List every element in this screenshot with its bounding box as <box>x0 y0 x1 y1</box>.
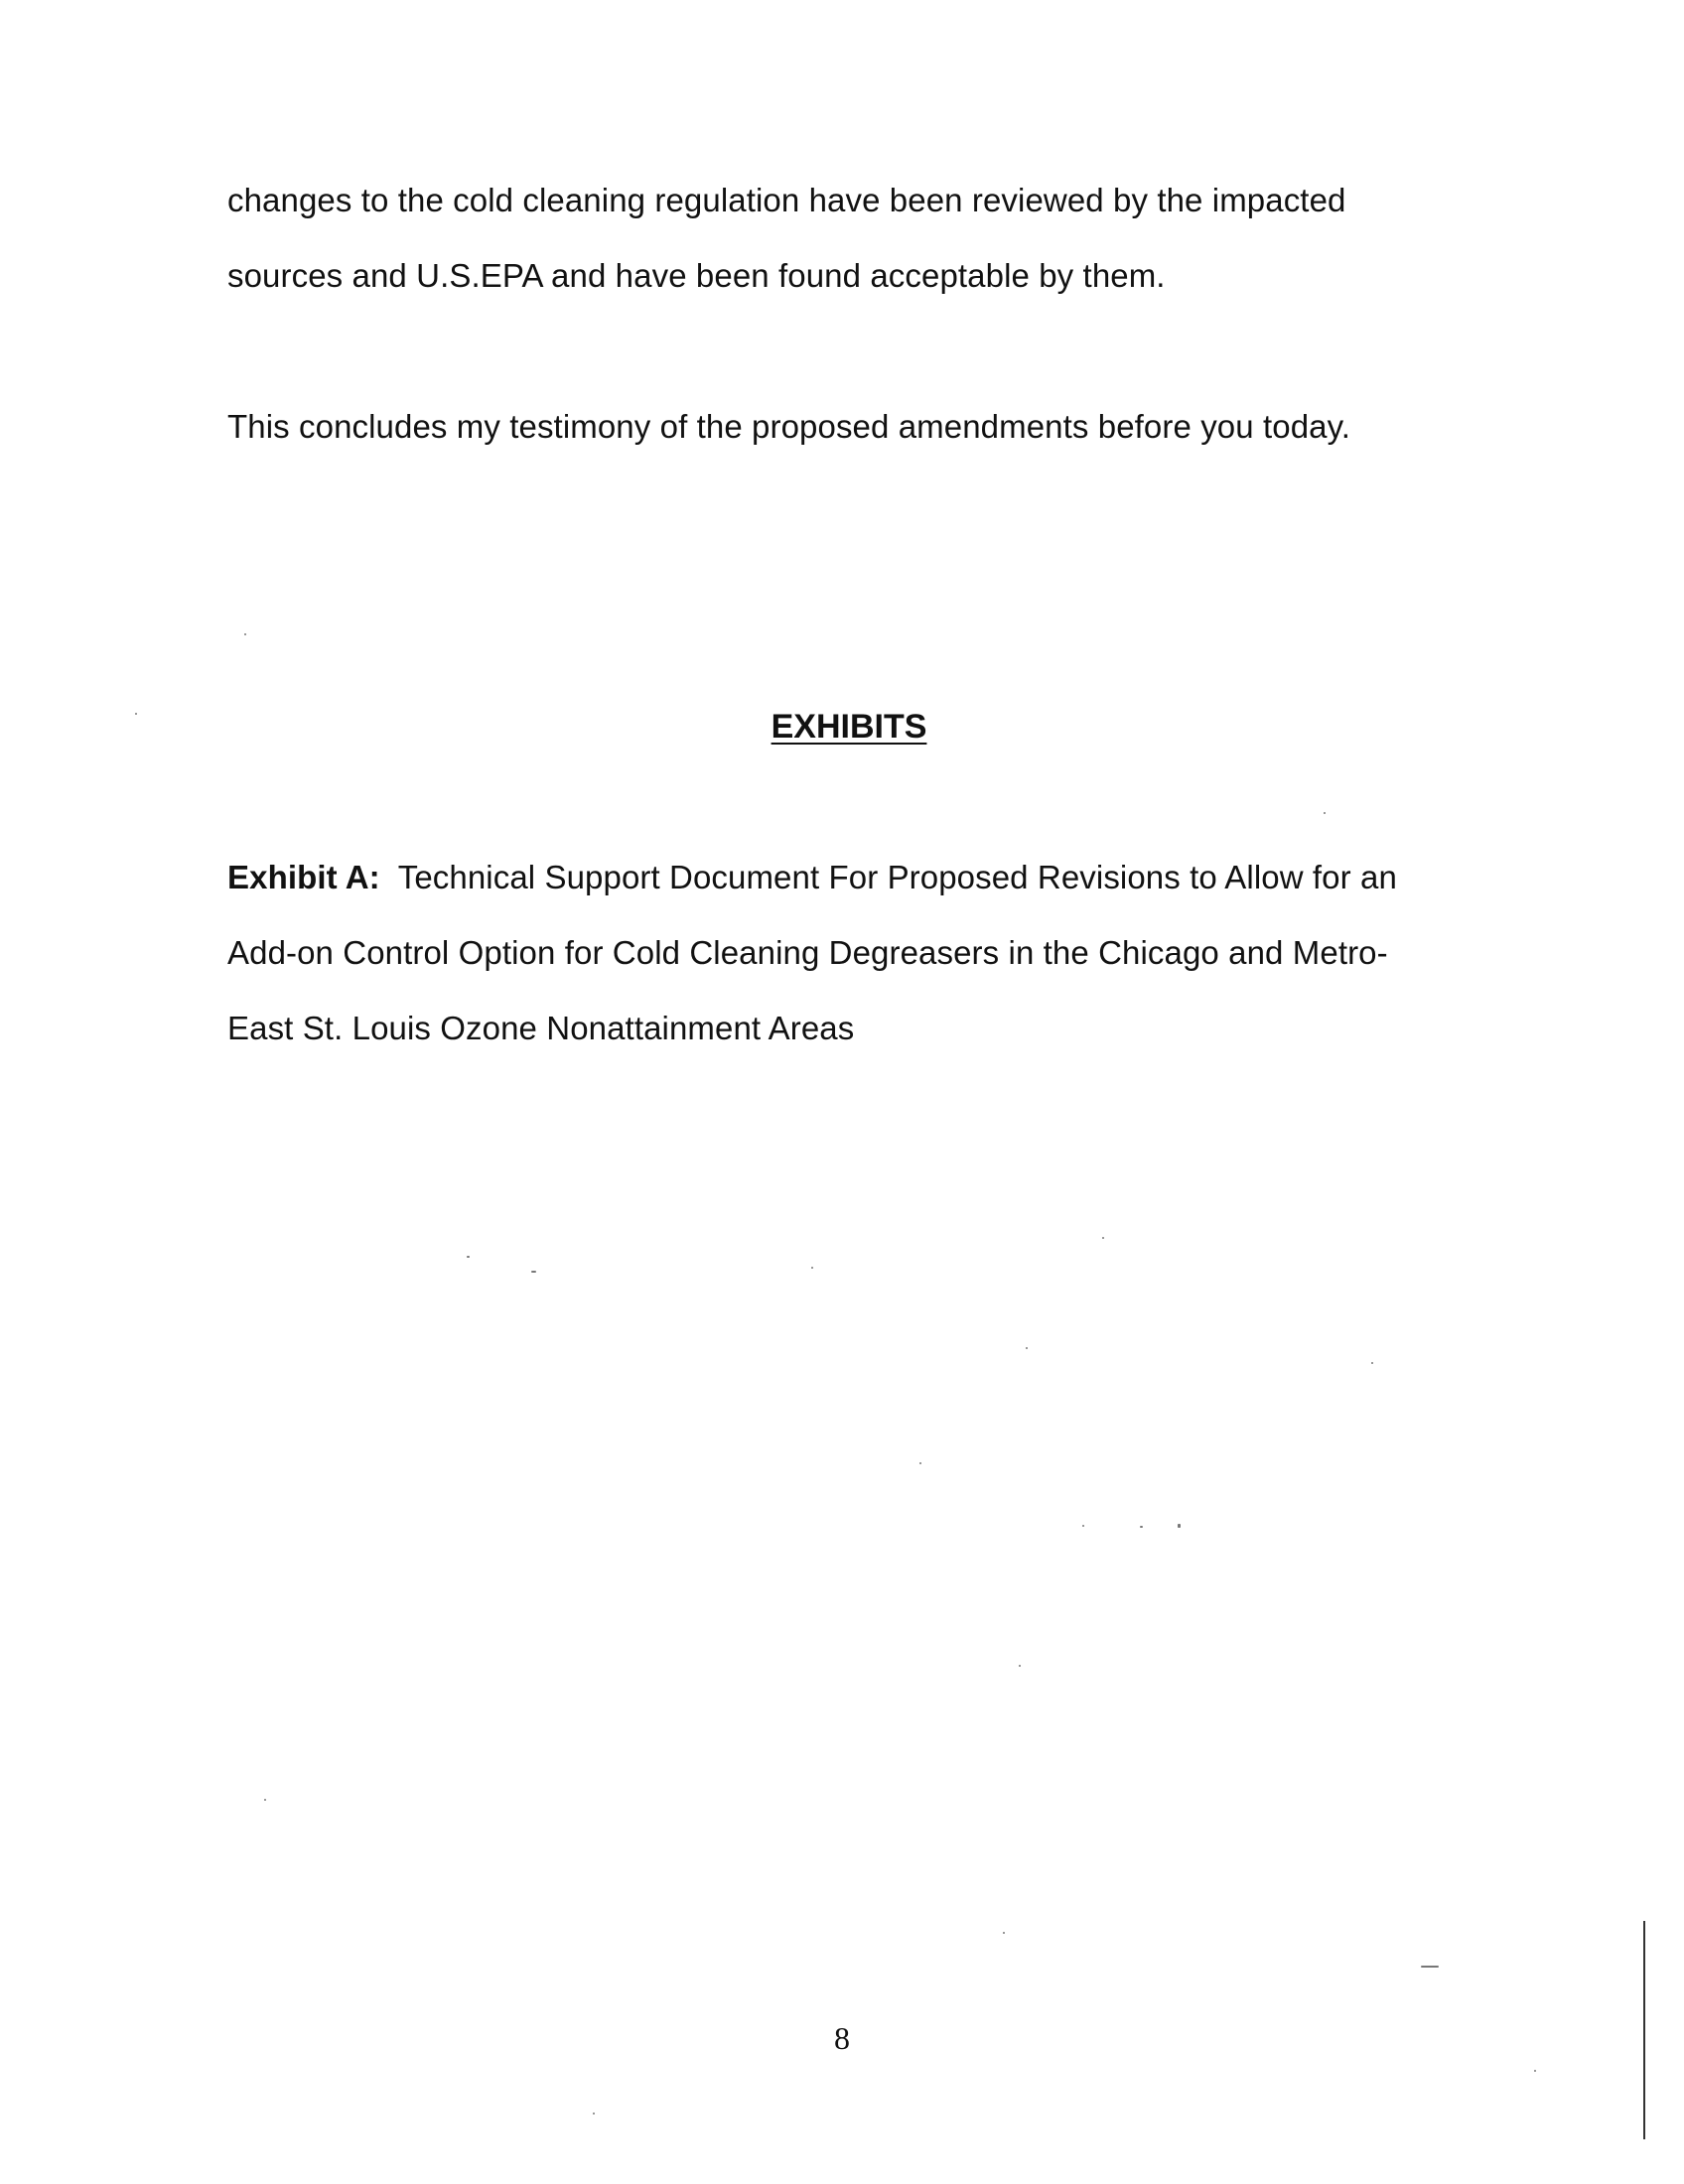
paragraph-1-line-1: changes to the cold cleaning regulation have been reviewed by the impacted <box>227 182 1346 218</box>
scan-speck <box>1421 1966 1439 1968</box>
scan-speck <box>1019 1665 1021 1667</box>
scan-speck <box>811 1267 813 1269</box>
scan-speck <box>1534 2070 1536 2072</box>
scan-speck <box>467 1256 470 1258</box>
exhibit-a-label: Exhibit A: <box>227 859 380 895</box>
exhibit-a-line-2: Add-on Control Option for Cold Cleaning Degreasers in the Chicago and Metro- <box>227 934 1388 971</box>
scan-speck <box>919 1462 921 1464</box>
exhibits-heading <box>0 707 1684 747</box>
scan-speck <box>531 1271 536 1273</box>
scan-speck <box>1003 1932 1005 1934</box>
scan-speck <box>1140 1526 1143 1528</box>
exhibit-a-title-part-1: Technical Support Document For Proposed Revisions to Allow for an <box>397 859 1397 895</box>
exhibit-a-line-3: East St. Louis Ozone Nonattainment Areas <box>227 1010 855 1046</box>
paragraph-2-line-1: This concludes my testimony of the proposed amendments before you today. <box>227 408 1351 445</box>
scan-speck <box>135 713 137 715</box>
page-number: 8 <box>834 2020 850 2056</box>
scan-speck <box>1371 1362 1373 1364</box>
scan-speck <box>1082 1525 1084 1527</box>
exhibits-heading-text: EXHIBITS <box>771 708 927 746</box>
scan-speck <box>593 2113 595 2115</box>
scan-speck <box>1026 1347 1028 1349</box>
scan-speck <box>1324 812 1326 814</box>
scan-speck <box>1102 1237 1104 1239</box>
scan-edge-mark <box>1643 1921 1645 2139</box>
scan-speck <box>244 633 246 635</box>
scan-speck <box>264 1799 266 1801</box>
exhibit-a-line-1 <box>227 858 1397 897</box>
paragraph-1-line-2: sources and U.S.EPA and have been found acceptable by them. <box>227 257 1166 294</box>
scan-speck <box>1178 1524 1181 1528</box>
